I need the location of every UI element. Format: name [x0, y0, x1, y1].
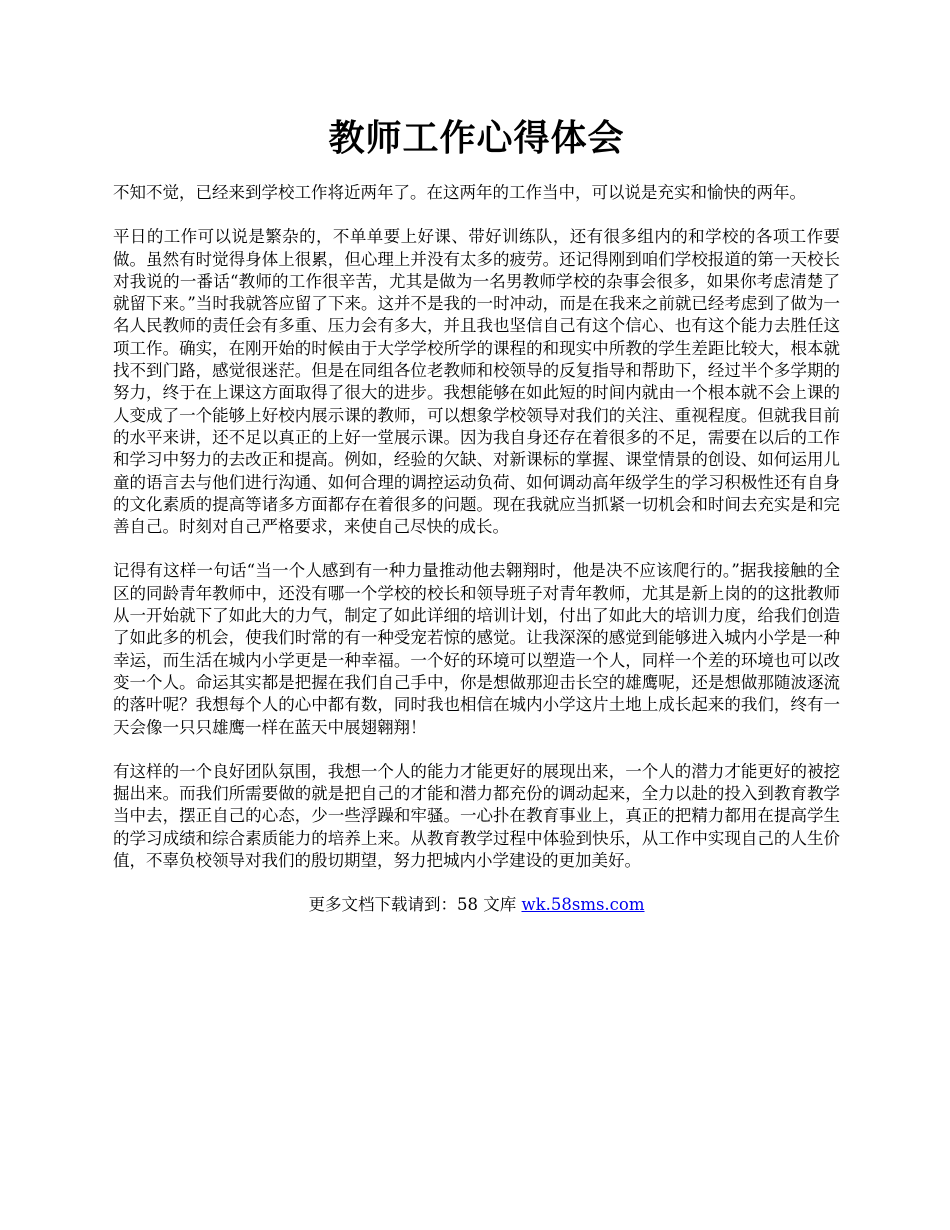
- paragraph-2: 平日的工作可以说是繁杂的，不单单要上好课、带好训练队，还有很多组内的和学校的各项工作要做。虽然有时觉得身体上很累，但心理上并没有太多的疲劳。还记得刚到咱们学校报道的第一天校长对我说的一番话“教师的工作很辛苦，尤其是做为一名男教师学校的杂事会很多，如果你考虑清楚了就留下来。”当时我就答应留了下来。这并不是我的一时冲动，而是在我来之前就已经考虑到了做为一名人民教师的责任会有多重、压力会有多大，并且我也坚信自己有这个信心、也有这个能力去胜任这项工作。确实，在刚开始的时候由于大学学校所学的课程的和现实中所教的学生差距比较大，根本就找不到门路，感觉很迷茫。但是在同组各位老教师和校领导的反复指导和帮助下，经过半个多学期的努力，终于在上课这方面取得了很大的进步。我想能够在如此短的时间内就由一个根本就不会上课的人变成了一个能够上好校内展示课的教师，可以想象学校领导对我们的关注、重视程度。但就我目前的水平来讲，还不足以真正的上好一堂展示课。因为我自身还存在着很多的不足，需要在以后的工作和学习中努力的去改正和提高。例如，经验的欠缺、对新课标的掌握、课堂情景的创设、如何运用儿童的语言去与他们进行沟通、如何合理的调控运动负荷、如何调动高年级学生的学习积极性还有自身的文化素质的提高等诸多方面都存在着很多的问题。现在我就应当抓紧一切机会和时间去充实是和完善自己。时刻对自己严格要求，来使自己尽快的成长。: [113, 227, 840, 537]
- paragraph-1: 不知不觉，已经来到学校工作将近两年了。在这两年的工作当中，可以说是充实和愉快的两年。: [113, 183, 806, 202]
- paragraph-3: 记得有这样一句话“当一个人感到有一种力量推动他去翱翔时，他是决不应该爬行的。”据我接触的全区的同龄青年教师中，还没有哪一个学校的校长和领导班子对青年教师，尤其是新上岗的的这批教师从一开始就下了如此大的力气，制定了如此详细的培训计划，付出了如此大的培训力度，给我们创造了如此多的机会，使我们时常的有一种受宠若惊的感觉。让我深深的感觉到能够进入城内小学是一种幸运，而生活在城内小学更是一种幸福。一个好的环境可以塑造一个人，同样一个差的环境也可以改变一个人。命运其实都是把握在我们自己手中，你是想做那迎击长空的雄鹰呢，还是想做那随波逐流的落叶呢？我想每个人的心中都有数，同时我也相信在城内小学这片土地上成长起来的我们，终有一天会像一只只雄鹰一样在蓝天中展翅翱翔！: [113, 561, 840, 737]
- document-page: [113, 0, 840, 916]
- footer: [113, 894, 840, 916]
- footer-prefix: 更多文档下载请到：58 文库: [308, 895, 522, 915]
- document-title: 教师工作心得体会: [328, 117, 625, 159]
- footer-link[interactable]: wk.58sms.com: [521, 895, 645, 915]
- paragraph-4: 有这样的一个良好团队氛围，我想一个人的能力才能更好的展现出来，一个人的潜力才能更好的被挖掘出来。而我们所需要做的就是把自己的才能和潜力都充份的调动起来，全力以赴的投入到教育教学当中去，摆正自己的心态，少一些浮躁和牢骚。一心扑在教育事业上，真正的把精力都用在提高学生的学习成绩和综合素质能力的培养上来。从教育教学过程中体验到快乐，从工作中实现自己的人生价值，不辜负校领导对我们的殷切期望，努力把城内小学建设的更加美好。: [113, 761, 840, 871]
